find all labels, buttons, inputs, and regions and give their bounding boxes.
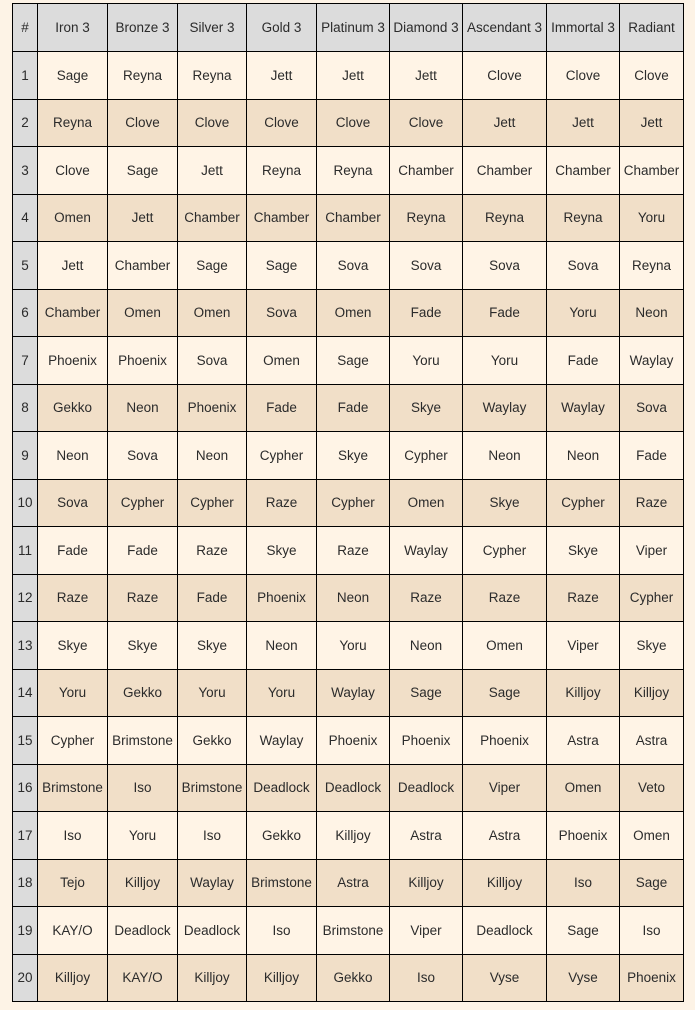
agent-cell: Skye <box>390 384 463 432</box>
rank-number-cell: 19 <box>13 907 38 955</box>
agent-cell: Neon <box>108 384 178 432</box>
agent-cell: Cypher <box>38 717 108 765</box>
agent-cell: Phoenix <box>620 954 684 1002</box>
rank-number-cell: 12 <box>13 574 38 622</box>
rank-number-cell: 5 <box>13 242 38 290</box>
agent-rank-table <box>12 3 684 1002</box>
agent-cell: Clove <box>317 99 390 147</box>
rank-number-cell: 15 <box>13 717 38 765</box>
agent-cell: Skye <box>317 432 390 480</box>
agent-cell: Waylay <box>178 859 247 907</box>
agent-cell: Fade <box>463 289 547 337</box>
agent-cell: Clove <box>463 52 547 100</box>
agent-cell: Clove <box>178 99 247 147</box>
agent-cell: Astra <box>317 859 390 907</box>
agent-cell: Skye <box>108 622 178 670</box>
rank-number-cell: 14 <box>13 669 38 717</box>
agent-cell: Chamber <box>108 242 178 290</box>
agent-cell: Killjoy <box>620 669 684 717</box>
agent-cell: Chamber <box>463 147 547 195</box>
agent-cell: Neon <box>620 289 684 337</box>
agent-cell: Raze <box>390 574 463 622</box>
agent-cell: Sage <box>620 859 684 907</box>
agent-cell: Cypher <box>463 527 547 575</box>
rank-number-cell: 10 <box>13 479 38 527</box>
table-row <box>13 574 684 622</box>
agent-cell: Jett <box>547 99 620 147</box>
agent-cell: Phoenix <box>38 337 108 385</box>
agent-cell: Jett <box>247 52 317 100</box>
agent-cell: Omen <box>38 194 108 242</box>
agent-cell: Reyna <box>620 242 684 290</box>
agent-cell: Killjoy <box>390 859 463 907</box>
agent-cell: Phoenix <box>178 384 247 432</box>
rank-number-cell: 18 <box>13 859 38 907</box>
agent-cell: Killjoy <box>247 954 317 1002</box>
agent-cell: Jett <box>38 242 108 290</box>
table-row <box>13 859 684 907</box>
agent-cell: Vyse <box>547 954 620 1002</box>
agent-cell: Neon <box>547 432 620 480</box>
agent-cell: Iso <box>178 812 247 860</box>
agent-cell: Gekko <box>247 812 317 860</box>
header-rank-number: # <box>13 4 38 52</box>
rank-number-cell: 8 <box>13 384 38 432</box>
rank-number-cell: 9 <box>13 432 38 480</box>
agent-cell: Gekko <box>178 717 247 765</box>
agent-cell: Yoru <box>38 669 108 717</box>
agent-cell: Deadlock <box>108 907 178 955</box>
agent-cell: Astra <box>463 812 547 860</box>
rank-number-cell: 3 <box>13 147 38 195</box>
agent-cell: Jett <box>108 194 178 242</box>
agent-cell: Yoru <box>620 194 684 242</box>
agent-cell: Clove <box>547 52 620 100</box>
agent-cell: Sova <box>178 337 247 385</box>
agent-cell: Sova <box>38 479 108 527</box>
agent-cell: Skye <box>463 479 547 527</box>
rank-number-cell: 7 <box>13 337 38 385</box>
agent-cell: Sage <box>108 147 178 195</box>
agent-cell: Reyna <box>390 194 463 242</box>
table-row <box>13 384 684 432</box>
header-diamond: Diamond 3 <box>390 4 463 52</box>
header-iron: Iron 3 <box>38 4 108 52</box>
agent-cell: Sage <box>247 242 317 290</box>
agent-cell: Omen <box>547 764 620 812</box>
agent-cell: Brimstone <box>178 764 247 812</box>
table-row <box>13 622 684 670</box>
agent-cell: Fade <box>247 384 317 432</box>
agent-cell: Waylay <box>547 384 620 432</box>
table-row <box>13 432 684 480</box>
agent-cell: Tejo <box>38 859 108 907</box>
agent-cell: Iso <box>108 764 178 812</box>
agent-cell: Veto <box>620 764 684 812</box>
agent-cell: Sage <box>390 669 463 717</box>
agent-cell: Killjoy <box>108 859 178 907</box>
agent-cell: Phoenix <box>247 574 317 622</box>
ranking-table-container <box>12 3 684 1002</box>
rank-number-cell: 1 <box>13 52 38 100</box>
header-silver: Silver 3 <box>178 4 247 52</box>
rank-number-cell: 20 <box>13 954 38 1002</box>
agent-cell: Clove <box>108 99 178 147</box>
agent-cell: Astra <box>547 717 620 765</box>
agent-cell: Neon <box>463 432 547 480</box>
agent-cell: Sage <box>547 907 620 955</box>
agent-cell: Deadlock <box>247 764 317 812</box>
agent-cell: Neon <box>317 574 390 622</box>
agent-cell: Yoru <box>317 622 390 670</box>
agent-cell: Phoenix <box>547 812 620 860</box>
agent-cell: Raze <box>463 574 547 622</box>
rank-number-cell: 4 <box>13 194 38 242</box>
agent-cell: Killjoy <box>317 812 390 860</box>
agent-cell: Sage <box>463 669 547 717</box>
table-row <box>13 99 684 147</box>
agent-cell: Omen <box>390 479 463 527</box>
agent-cell: Vyse <box>463 954 547 1002</box>
agent-cell: Reyna <box>463 194 547 242</box>
agent-cell: Jett <box>620 99 684 147</box>
agent-cell: Raze <box>178 527 247 575</box>
agent-cell: Skye <box>38 622 108 670</box>
agent-cell: Cypher <box>317 479 390 527</box>
agent-cell: Sage <box>317 337 390 385</box>
table-row <box>13 147 684 195</box>
agent-cell: Gekko <box>317 954 390 1002</box>
rank-number-cell: 13 <box>13 622 38 670</box>
agent-cell: Omen <box>108 289 178 337</box>
agent-cell: Raze <box>108 574 178 622</box>
agent-cell: Sage <box>38 52 108 100</box>
header-radiant: Radiant <box>620 4 684 52</box>
agent-cell: Viper <box>390 907 463 955</box>
agent-cell: Killjoy <box>463 859 547 907</box>
agent-cell: Sova <box>620 384 684 432</box>
agent-cell: Skye <box>178 622 247 670</box>
agent-cell: Waylay <box>390 527 463 575</box>
agent-cell: Chamber <box>38 289 108 337</box>
agent-cell: Iso <box>547 859 620 907</box>
agent-cell: Clove <box>390 99 463 147</box>
agent-cell: Brimstone <box>317 907 390 955</box>
agent-cell: KAY/O <box>38 907 108 955</box>
agent-cell: Killjoy <box>178 954 247 1002</box>
agent-cell: Cypher <box>178 479 247 527</box>
agent-cell: Waylay <box>317 669 390 717</box>
agent-cell: Fade <box>547 337 620 385</box>
table-row <box>13 242 684 290</box>
agent-cell: Chamber <box>390 147 463 195</box>
agent-cell: Jett <box>463 99 547 147</box>
agent-cell: Neon <box>390 622 463 670</box>
agent-cell: Astra <box>620 717 684 765</box>
agent-cell: Reyna <box>547 194 620 242</box>
agent-cell: Waylay <box>620 337 684 385</box>
rank-number-cell: 6 <box>13 289 38 337</box>
agent-cell: Yoru <box>390 337 463 385</box>
table-row <box>13 194 684 242</box>
table-row <box>13 289 684 337</box>
agent-cell: Chamber <box>178 194 247 242</box>
agent-cell: Yoru <box>547 289 620 337</box>
agent-cell: Phoenix <box>463 717 547 765</box>
agent-cell: Cypher <box>620 574 684 622</box>
agent-cell: Sova <box>547 242 620 290</box>
agent-cell: Chamber <box>247 194 317 242</box>
agent-cell: Neon <box>38 432 108 480</box>
rank-number-cell: 17 <box>13 812 38 860</box>
agent-cell: Gekko <box>38 384 108 432</box>
agent-cell: Jett <box>317 52 390 100</box>
agent-cell: Yoru <box>108 812 178 860</box>
agent-cell: Phoenix <box>317 717 390 765</box>
agent-cell: Clove <box>38 147 108 195</box>
table-row <box>13 527 684 575</box>
agent-cell: KAY/O <box>108 954 178 1002</box>
agent-cell: Clove <box>247 99 317 147</box>
agent-cell: Yoru <box>178 669 247 717</box>
header-platinum: Platinum 3 <box>317 4 390 52</box>
agent-cell: Sova <box>390 242 463 290</box>
rank-number-cell: 11 <box>13 527 38 575</box>
table-row <box>13 717 684 765</box>
agent-cell: Reyna <box>247 147 317 195</box>
agent-cell: Raze <box>38 574 108 622</box>
agent-cell: Jett <box>178 147 247 195</box>
agent-cell: Iso <box>247 907 317 955</box>
rank-number-cell: 2 <box>13 99 38 147</box>
agent-cell: Fade <box>390 289 463 337</box>
agent-cell: Cypher <box>247 432 317 480</box>
agent-cell: Omen <box>317 289 390 337</box>
agent-cell: Reyna <box>317 147 390 195</box>
agent-cell: Killjoy <box>38 954 108 1002</box>
agent-cell: Fade <box>108 527 178 575</box>
header-bronze: Bronze 3 <box>108 4 178 52</box>
agent-cell: Waylay <box>247 717 317 765</box>
table-row <box>13 479 684 527</box>
table-body <box>13 52 684 1002</box>
table-row <box>13 669 684 717</box>
agent-cell: Deadlock <box>178 907 247 955</box>
agent-cell: Sova <box>463 242 547 290</box>
agent-cell: Chamber <box>547 147 620 195</box>
agent-cell: Sova <box>247 289 317 337</box>
agent-cell: Iso <box>38 812 108 860</box>
agent-cell: Gekko <box>108 669 178 717</box>
agent-cell: Raze <box>247 479 317 527</box>
agent-cell: Phoenix <box>108 337 178 385</box>
header-immortal: Immortal 3 <box>547 4 620 52</box>
agent-cell: Fade <box>317 384 390 432</box>
agent-cell: Brimstone <box>247 859 317 907</box>
agent-cell: Deadlock <box>317 764 390 812</box>
agent-cell: Omen <box>247 337 317 385</box>
header-gold: Gold 3 <box>247 4 317 52</box>
agent-cell: Reyna <box>38 99 108 147</box>
agent-cell: Killjoy <box>547 669 620 717</box>
table-row <box>13 812 684 860</box>
agent-cell: Deadlock <box>463 907 547 955</box>
agent-cell: Brimstone <box>38 764 108 812</box>
agent-cell: Iso <box>620 907 684 955</box>
agent-cell: Raze <box>547 574 620 622</box>
agent-cell: Viper <box>463 764 547 812</box>
header-ascendant: Ascendant 3 <box>463 4 547 52</box>
agent-cell: Sova <box>317 242 390 290</box>
table-row <box>13 907 684 955</box>
agent-cell: Omen <box>620 812 684 860</box>
agent-cell: Jett <box>390 52 463 100</box>
agent-cell: Skye <box>620 622 684 670</box>
agent-cell: Astra <box>390 812 463 860</box>
agent-cell: Yoru <box>247 669 317 717</box>
agent-cell: Chamber <box>317 194 390 242</box>
agent-cell: Chamber <box>620 147 684 195</box>
agent-cell: Cypher <box>108 479 178 527</box>
agent-cell: Clove <box>620 52 684 100</box>
agent-cell: Skye <box>547 527 620 575</box>
agent-cell: Fade <box>38 527 108 575</box>
agent-cell: Viper <box>620 527 684 575</box>
agent-cell: Raze <box>620 479 684 527</box>
agent-cell: Sova <box>108 432 178 480</box>
agent-cell: Deadlock <box>390 764 463 812</box>
header-row <box>13 4 684 52</box>
table-row <box>13 52 684 100</box>
agent-cell: Waylay <box>463 384 547 432</box>
agent-cell: Yoru <box>463 337 547 385</box>
table-row <box>13 337 684 385</box>
agent-cell: Reyna <box>108 52 178 100</box>
agent-cell: Phoenix <box>390 717 463 765</box>
agent-cell: Cypher <box>547 479 620 527</box>
agent-cell: Brimstone <box>108 717 178 765</box>
agent-cell: Raze <box>317 527 390 575</box>
agent-cell: Iso <box>390 954 463 1002</box>
agent-cell: Neon <box>247 622 317 670</box>
agent-cell: Omen <box>463 622 547 670</box>
table-row <box>13 954 684 1002</box>
agent-cell: Skye <box>247 527 317 575</box>
agent-cell: Reyna <box>178 52 247 100</box>
rank-number-cell: 16 <box>13 764 38 812</box>
agent-cell: Fade <box>178 574 247 622</box>
agent-cell: Sage <box>178 242 247 290</box>
table-row <box>13 764 684 812</box>
agent-cell: Neon <box>178 432 247 480</box>
agent-cell: Fade <box>620 432 684 480</box>
agent-cell: Cypher <box>390 432 463 480</box>
agent-cell: Viper <box>547 622 620 670</box>
agent-cell: Omen <box>178 289 247 337</box>
